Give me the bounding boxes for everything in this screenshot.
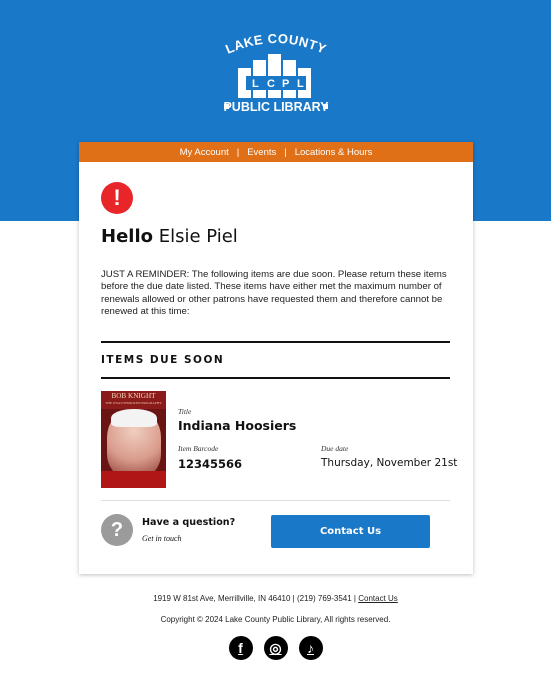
- item-divider: [101, 500, 450, 501]
- greeting-hello: Hello: [101, 226, 153, 247]
- instagram-icon[interactable]: ◎: [264, 636, 288, 660]
- monogram-l1: L: [251, 78, 259, 90]
- nav-my-account[interactable]: My Account: [179, 146, 229, 158]
- barcode-label: Item Barcode: [178, 444, 219, 453]
- cover-subtitle: THE UNAUTHORIZED BIOGRAPHY: [105, 401, 162, 405]
- nav-locations-hours[interactable]: Locations & Hours: [294, 146, 373, 158]
- exclamation-icon: !: [101, 182, 133, 214]
- nav-separator: |: [236, 146, 240, 158]
- reminder-text: JUST A REMINDER: The following items are due soon. Please return these items before the due date listed. These items have either met the maximum number of renewals allowed or other patrons have requested them and therefore cannot be renewed at this time:: [101, 269, 447, 318]
- question-title: Have a question?: [142, 517, 236, 528]
- monogram-p: P: [281, 78, 289, 90]
- cover-hair: [111, 409, 157, 427]
- greeting: [101, 226, 238, 247]
- title-label: Title: [178, 407, 192, 416]
- nav-separator: |: [284, 146, 287, 158]
- monogram-l2: L: [296, 78, 304, 90]
- cover-title: BOB KNIGHT: [111, 392, 156, 400]
- item-barcode: 12345566: [178, 457, 243, 471]
- nav-events[interactable]: Events: [247, 146, 277, 158]
- footer-contact-link[interactable]: Contact Us: [358, 594, 398, 603]
- items-due-heading: ITEMS DUE SOON: [101, 354, 225, 366]
- footer-copyright: Copyright © 2024 Lake County Public Library, All rights reserved.: [160, 615, 391, 624]
- book-cover-image: [101, 391, 166, 488]
- social-links: [0, 636, 551, 660]
- tiktok-icon[interactable]: ♪: [299, 636, 323, 660]
- notification-card: [79, 142, 473, 574]
- section-divider: [101, 377, 450, 379]
- contact-us-button[interactable]: Contact Us: [271, 515, 430, 548]
- facebook-icon[interactable]: f: [229, 636, 253, 660]
- monogram-c: C: [266, 78, 275, 90]
- logo-line1: LAKE COUNTY: [222, 30, 329, 57]
- library-logo[interactable]: [0, 30, 551, 118]
- section-divider: [101, 341, 450, 343]
- footer-address-text: 1919 W 81st Ave, Merrillville, IN 46410 | (219) 769-3541 |: [153, 594, 356, 603]
- item-title: Indiana Hoosiers: [178, 418, 297, 433]
- svg-text:LAKE COUNTY: [223, 31, 328, 57]
- due-date-label: Due date: [321, 444, 349, 453]
- question-subtitle: Get in touch: [142, 534, 182, 543]
- logo-graphic: [206, 30, 346, 118]
- logo-line2: PUBLIC LIBRARY: [222, 100, 329, 114]
- cover-title-band: [101, 391, 166, 409]
- footer-address: [0, 594, 551, 603]
- cover-shirt: [101, 471, 166, 488]
- top-nav: [79, 142, 473, 162]
- patron-name: Elsie Piel: [158, 226, 238, 247]
- item-due-date: Thursday, November 21st: [321, 457, 458, 469]
- question-icon: ?: [101, 514, 133, 546]
